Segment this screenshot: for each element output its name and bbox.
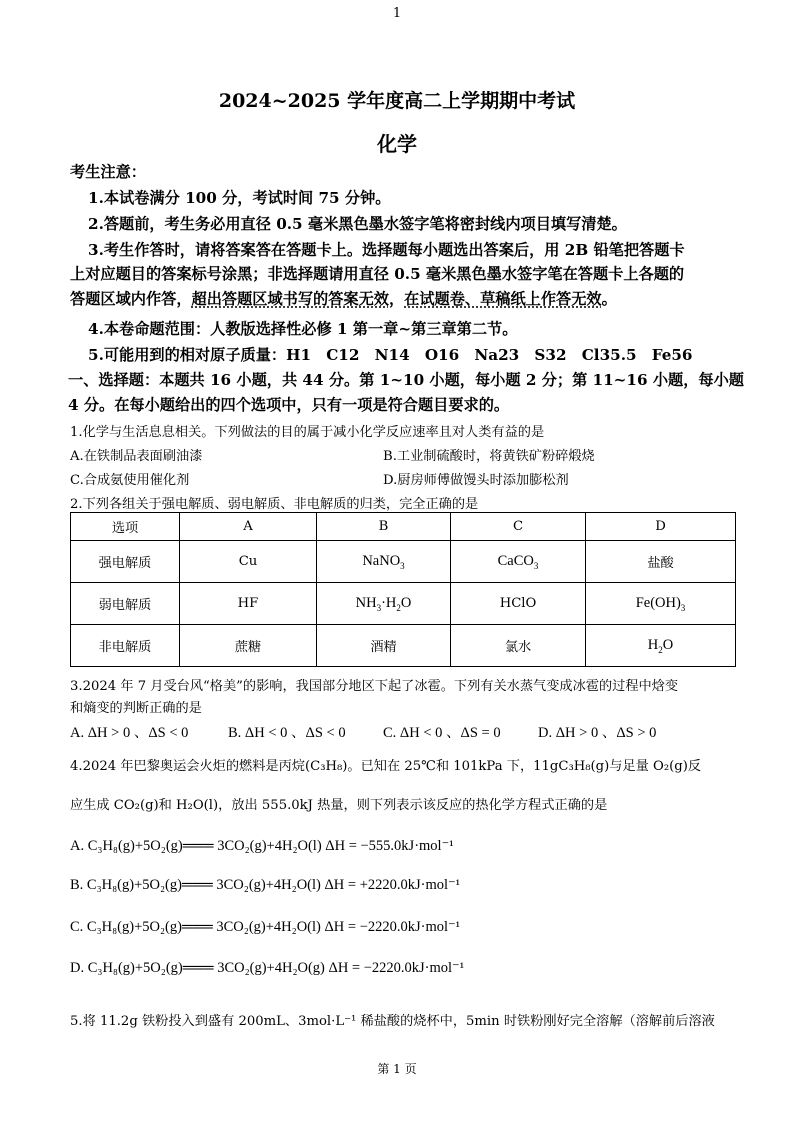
notice-item: 4.本卷命题范围：人教版选择性必修 1 第一章~第三章第二节。 [88,320,518,338]
option-d: D.厨房师傅做馒头时添加膨松剂 [383,473,569,488]
notice-heading: 考生注意： [70,163,146,181]
option-d: D. ΔH > 0 、ΔS > 0 [538,725,657,741]
row-label: 非电解质 [71,625,180,667]
emphasis-text: 在试题卷、草稿纸上作答无效 [404,290,602,308]
notice-item: 3.考生作答时，请将答案答在答题卡上。选择题每小题选出答案后，用 2B 铅笔把答题卡 [88,241,685,259]
option-a: A. C₃H₈(g)+5O₂(g)═══ 3CO₂(g)+4H₂O(l) ΔH = −555.0kJ·mol⁻¹ [70,838,454,854]
table-header-cell: B [317,513,451,541]
notice-item: 上对应题目的答案标号涂黑；非选择题请用直径 0.5 毫米黑色墨水签字笔在答题卡上各题的 [70,265,685,283]
table-cell: CaCO$_3$ [451,541,586,583]
table-header-cell: A [180,513,317,541]
option-c: C. C₃H₈(g)+5O₂(g)═══ 3CO₂(g)+4H₂O(l) ΔH = −2220.0kJ·mol⁻¹ [70,919,461,935]
option-a: A. ΔH > 0 、ΔS < 0 [70,725,189,741]
question-3-stem: 3.2024 年 7 月受台风“格美”的影响，我国部分地区下起了冰雹。下列有关水蒸气变成冰雹的过程中焓变 [70,679,679,694]
option-d: D. C₃H₈(g)+5O₂(g)═══ 3CO₂(g)+4H₂O(g) ΔH = −2220.0kJ·mol⁻¹ [70,960,465,976]
question-5-stem: 5.将 11.2g 铁粉投入到盛有 200mL、3mol·L⁻¹ 稀盐酸的烧杯中，5min 时铁粉刚好完全溶解（溶解前后溶液 [70,1014,715,1029]
table-header-cell: D [586,513,736,541]
notice-item: 2.答题前，考生务必用直径 0.5 毫米黑色墨水签字笔将密封线内项目填写清楚。 [88,215,627,233]
subject-title: 化学 [377,132,417,156]
option-c: C.合成氨使用催化剂 [70,473,190,488]
table-cell: NaNO$_3$ [317,541,451,583]
option-a: A.在铁制品表面刷油漆 [70,449,203,464]
option-b: B. ΔH < 0 、ΔS < 0 [228,725,346,741]
table-cell: 氯水 [451,625,586,667]
table-cell: $Fe(OH)_3$ [586,583,736,625]
table-row [71,541,736,583]
option-c: C. ΔH < 0 、ΔS = 0 [383,725,501,741]
classification-table [70,512,736,667]
table-cell: HClO [451,583,586,625]
table-cell: Cu [180,541,317,583]
table-cell: 蔗糖 [180,625,317,667]
option-b: B. C₃H₈(g)+5O₂(g)═══ 3CO₂(g)+4H₂O(l) ΔH = +2220.0kJ·mol⁻¹ [70,877,461,893]
question-4-stem: 4.2024 年巴黎奥运会火炬的燃料是丙烷(C₃H₈)。已知在 25℃和 101kPa 下，11gC₃H₈(g)与足量 O₂(g)反 [70,759,702,774]
section-heading: 一、选择题：本题共 16 小题，共 44 分。第 1~10 小题，每小题 2 分；第 11~16 小题，每小题 [68,371,744,389]
table-cell: 酒精 [317,625,451,667]
question-3-stem: 和熵变的判断正确的是 [70,701,202,716]
table-cell: 盐酸 [586,541,736,583]
table-row [71,625,736,667]
notice-item: 1.本试卷满分 100 分，考试时间 75 分钟。 [88,189,391,207]
page-number: 1 [392,6,402,21]
question-4-stem: 应生成 CO₂(g)和 H₂O(l)，放出 555.0kJ 热量，则下列表示该反应的热化学方程式正确的是 [70,798,608,813]
exam-title: 2024~2025 学年度高二上学期期中考试 [218,90,576,112]
table-header-cell: 选项 [71,513,180,541]
question-1-stem: 1.化学与生活息息相关。下列做法的目的属于减小化学反应速率且对人类有益的是 [70,425,545,440]
table-header-cell: C [451,513,586,541]
table-header-row [71,513,736,541]
table-row [71,583,736,625]
option-b: B.工业制硫酸时，将黄铁矿粉碎煅烧 [383,449,595,464]
table-cell: $H_2O$ [586,625,736,667]
notice-item: 5.可能用到的相对原子质量：H1 C12 N14 O16 Na23 S32 Cl35.5 Fe56 [88,346,693,364]
table-cell: HF [180,583,317,625]
table-cell: $NH_3\cdot H_2O$ [317,583,451,625]
row-label: 强电解质 [71,541,180,583]
section-heading: 4 分。在每小题给出的四个选项中，只有一项是符合题目要求的。 [68,396,510,414]
row-label: 弱电解质 [71,583,180,625]
question-2-stem: 2.下列各组关于强电解质、弱电解质、非电解质的归类，完全正确的是 [70,497,479,512]
page-footer: 第 1 页 [377,1062,417,1076]
emphasis-text: 超出答题区域书写的答案无效 [191,290,389,308]
notice-item: 答题区域内作答，超出答题区域书写的答案无效，在试题卷、草稿纸上作答无效。 [70,290,617,308]
